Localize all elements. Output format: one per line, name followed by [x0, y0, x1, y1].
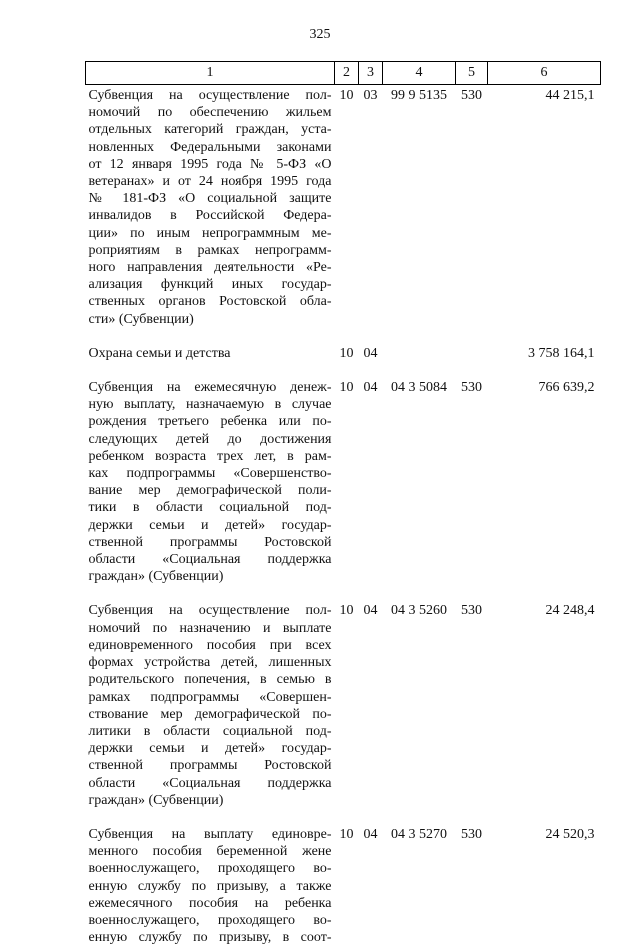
desc-line: инвалидов в Российской Федера- — [89, 207, 332, 224]
column-header-1: 1 — [86, 62, 335, 85]
desc-line: ственных органов Ростовской обла- — [89, 293, 332, 310]
table-row — [86, 826, 601, 946]
desc-line: ного направления деятельности «Ре- — [89, 259, 332, 276]
column-header-4: 4 — [383, 62, 456, 85]
pr-code: 04 — [359, 826, 383, 946]
desc-line: от 12 января 1995 года № 5-ФЗ «О — [89, 156, 332, 173]
pr-code: 03 — [359, 85, 383, 345]
desc-line: формах устройства детей, лишенных — [89, 654, 332, 671]
table-header — [86, 62, 601, 85]
page-number: 325 — [0, 27, 640, 43]
vr-code: 530 — [456, 602, 488, 825]
desc-line: ализация функций иных государ- — [89, 276, 332, 293]
vr-code: 530 — [456, 826, 488, 946]
desc-line: военнослужащего, проходящего во- — [89, 860, 332, 877]
desc-line: ственной программы Ростовской — [89, 534, 332, 551]
desc-line: Субвенция на ежемесячную денеж- — [89, 379, 332, 396]
desc-line: области «Социальная поддержка — [89, 775, 332, 792]
table-row — [86, 85, 601, 345]
desc-line: единовременного пособия при всех — [89, 637, 332, 654]
desc-line: держки семьи и детей» государ- — [89, 740, 332, 757]
desc-line: ветеранах» и от 24 ноября 1995 года — [89, 173, 332, 190]
csr-code: 04 3 5270 — [383, 826, 456, 946]
row-description — [86, 345, 335, 379]
desc-line: № 181-ФЗ «О социальной защите — [89, 190, 332, 207]
desc-line: родительского попечения, в семью в — [89, 671, 332, 688]
desc-line: граждан» (Субвенции) — [89, 792, 332, 809]
csr-code: 99 9 5135 — [383, 85, 456, 345]
pr-code: 04 — [359, 379, 383, 602]
amount: 24 520,3 — [488, 826, 601, 946]
row-description — [86, 602, 335, 825]
desc-line: номочий по назначению и выплате — [89, 620, 332, 637]
rz-code: 10 — [335, 345, 359, 379]
desc-line: тики в области социальной под- — [89, 499, 332, 516]
header-row — [86, 62, 601, 85]
row-description — [86, 826, 335, 946]
row-description — [86, 85, 335, 345]
rz-code: 10 — [335, 826, 359, 946]
csr-code: 04 3 5084 — [383, 379, 456, 602]
table-body — [86, 85, 601, 946]
desc-line: енную службу по призыву, а также — [89, 878, 332, 895]
column-header-3: 3 — [359, 62, 383, 85]
desc-line: Субвенция на осуществление пол- — [89, 87, 332, 104]
desc-line: ствование мер демографической по- — [89, 706, 332, 723]
desc-line: енную службу по призыву, в соот- — [89, 929, 332, 946]
amount: 24 248,4 — [488, 602, 601, 825]
column-header-6: 6 — [488, 62, 601, 85]
desc-line: Субвенция на осуществление пол- — [89, 602, 332, 619]
amount: 3 758 164,1 — [488, 345, 601, 379]
desc-line: военнослужащего, проходящего во- — [89, 912, 332, 929]
desc-line: ции» по иным непрограммным ме- — [89, 225, 332, 242]
desc-line: ежемесячного пособия на ребенка — [89, 895, 332, 912]
desc-line: ках подпрограммы «Совершенство- — [89, 465, 332, 482]
desc-line: ственной программы Ростовской — [89, 757, 332, 774]
table-row — [86, 379, 601, 602]
column-header-5: 5 — [456, 62, 488, 85]
desc-line: следующих детей до достижения — [89, 431, 332, 448]
csr-code: 04 3 5260 — [383, 602, 456, 825]
desc-line: рамках подпрограммы «Совершен- — [89, 689, 332, 706]
table-row — [86, 345, 601, 379]
row-description — [86, 379, 335, 602]
table-row — [86, 602, 601, 825]
desc-line: вание мер демографической поли- — [89, 482, 332, 499]
desc-line: Субвенция на выплату единовре- — [89, 826, 332, 843]
desc-line: новленных Федеральными законами — [89, 139, 332, 156]
desc-line: менного пособия беременной жене — [89, 843, 332, 860]
vr-code: 530 — [456, 379, 488, 602]
desc-line: роприятиям в рамках непрограмм- — [89, 242, 332, 259]
column-header-2: 2 — [335, 62, 359, 85]
desc-line: держки семьи и детей» государ- — [89, 517, 332, 534]
rz-code: 10 — [335, 85, 359, 345]
desc-line: ную выплату, назначаемую в случае — [89, 396, 332, 413]
desc-line: области «Социальная поддержка — [89, 551, 332, 568]
amount: 44 215,1 — [488, 85, 601, 345]
budget-table — [85, 61, 601, 946]
desc-line: Охрана семьи и детства — [89, 345, 332, 362]
csr-code — [383, 345, 456, 379]
rz-code: 10 — [335, 379, 359, 602]
desc-line: граждан» (Субвенции) — [89, 568, 332, 585]
pr-code: 04 — [359, 345, 383, 379]
desc-line: ребенком возраста трех лет, в рам- — [89, 448, 332, 465]
desc-line: литики в области социальной под- — [89, 723, 332, 740]
pr-code: 04 — [359, 602, 383, 825]
desc-line: сти» (Субвенции) — [89, 311, 332, 328]
rz-code: 10 — [335, 602, 359, 825]
vr-code: 530 — [456, 85, 488, 345]
vr-code — [456, 345, 488, 379]
desc-line: номочий по обеспечению жильем — [89, 104, 332, 121]
amount: 766 639,2 — [488, 379, 601, 602]
desc-line: отдельных категорий граждан, уста- — [89, 121, 332, 138]
desc-line: рождения третьего ребенка или по- — [89, 413, 332, 430]
